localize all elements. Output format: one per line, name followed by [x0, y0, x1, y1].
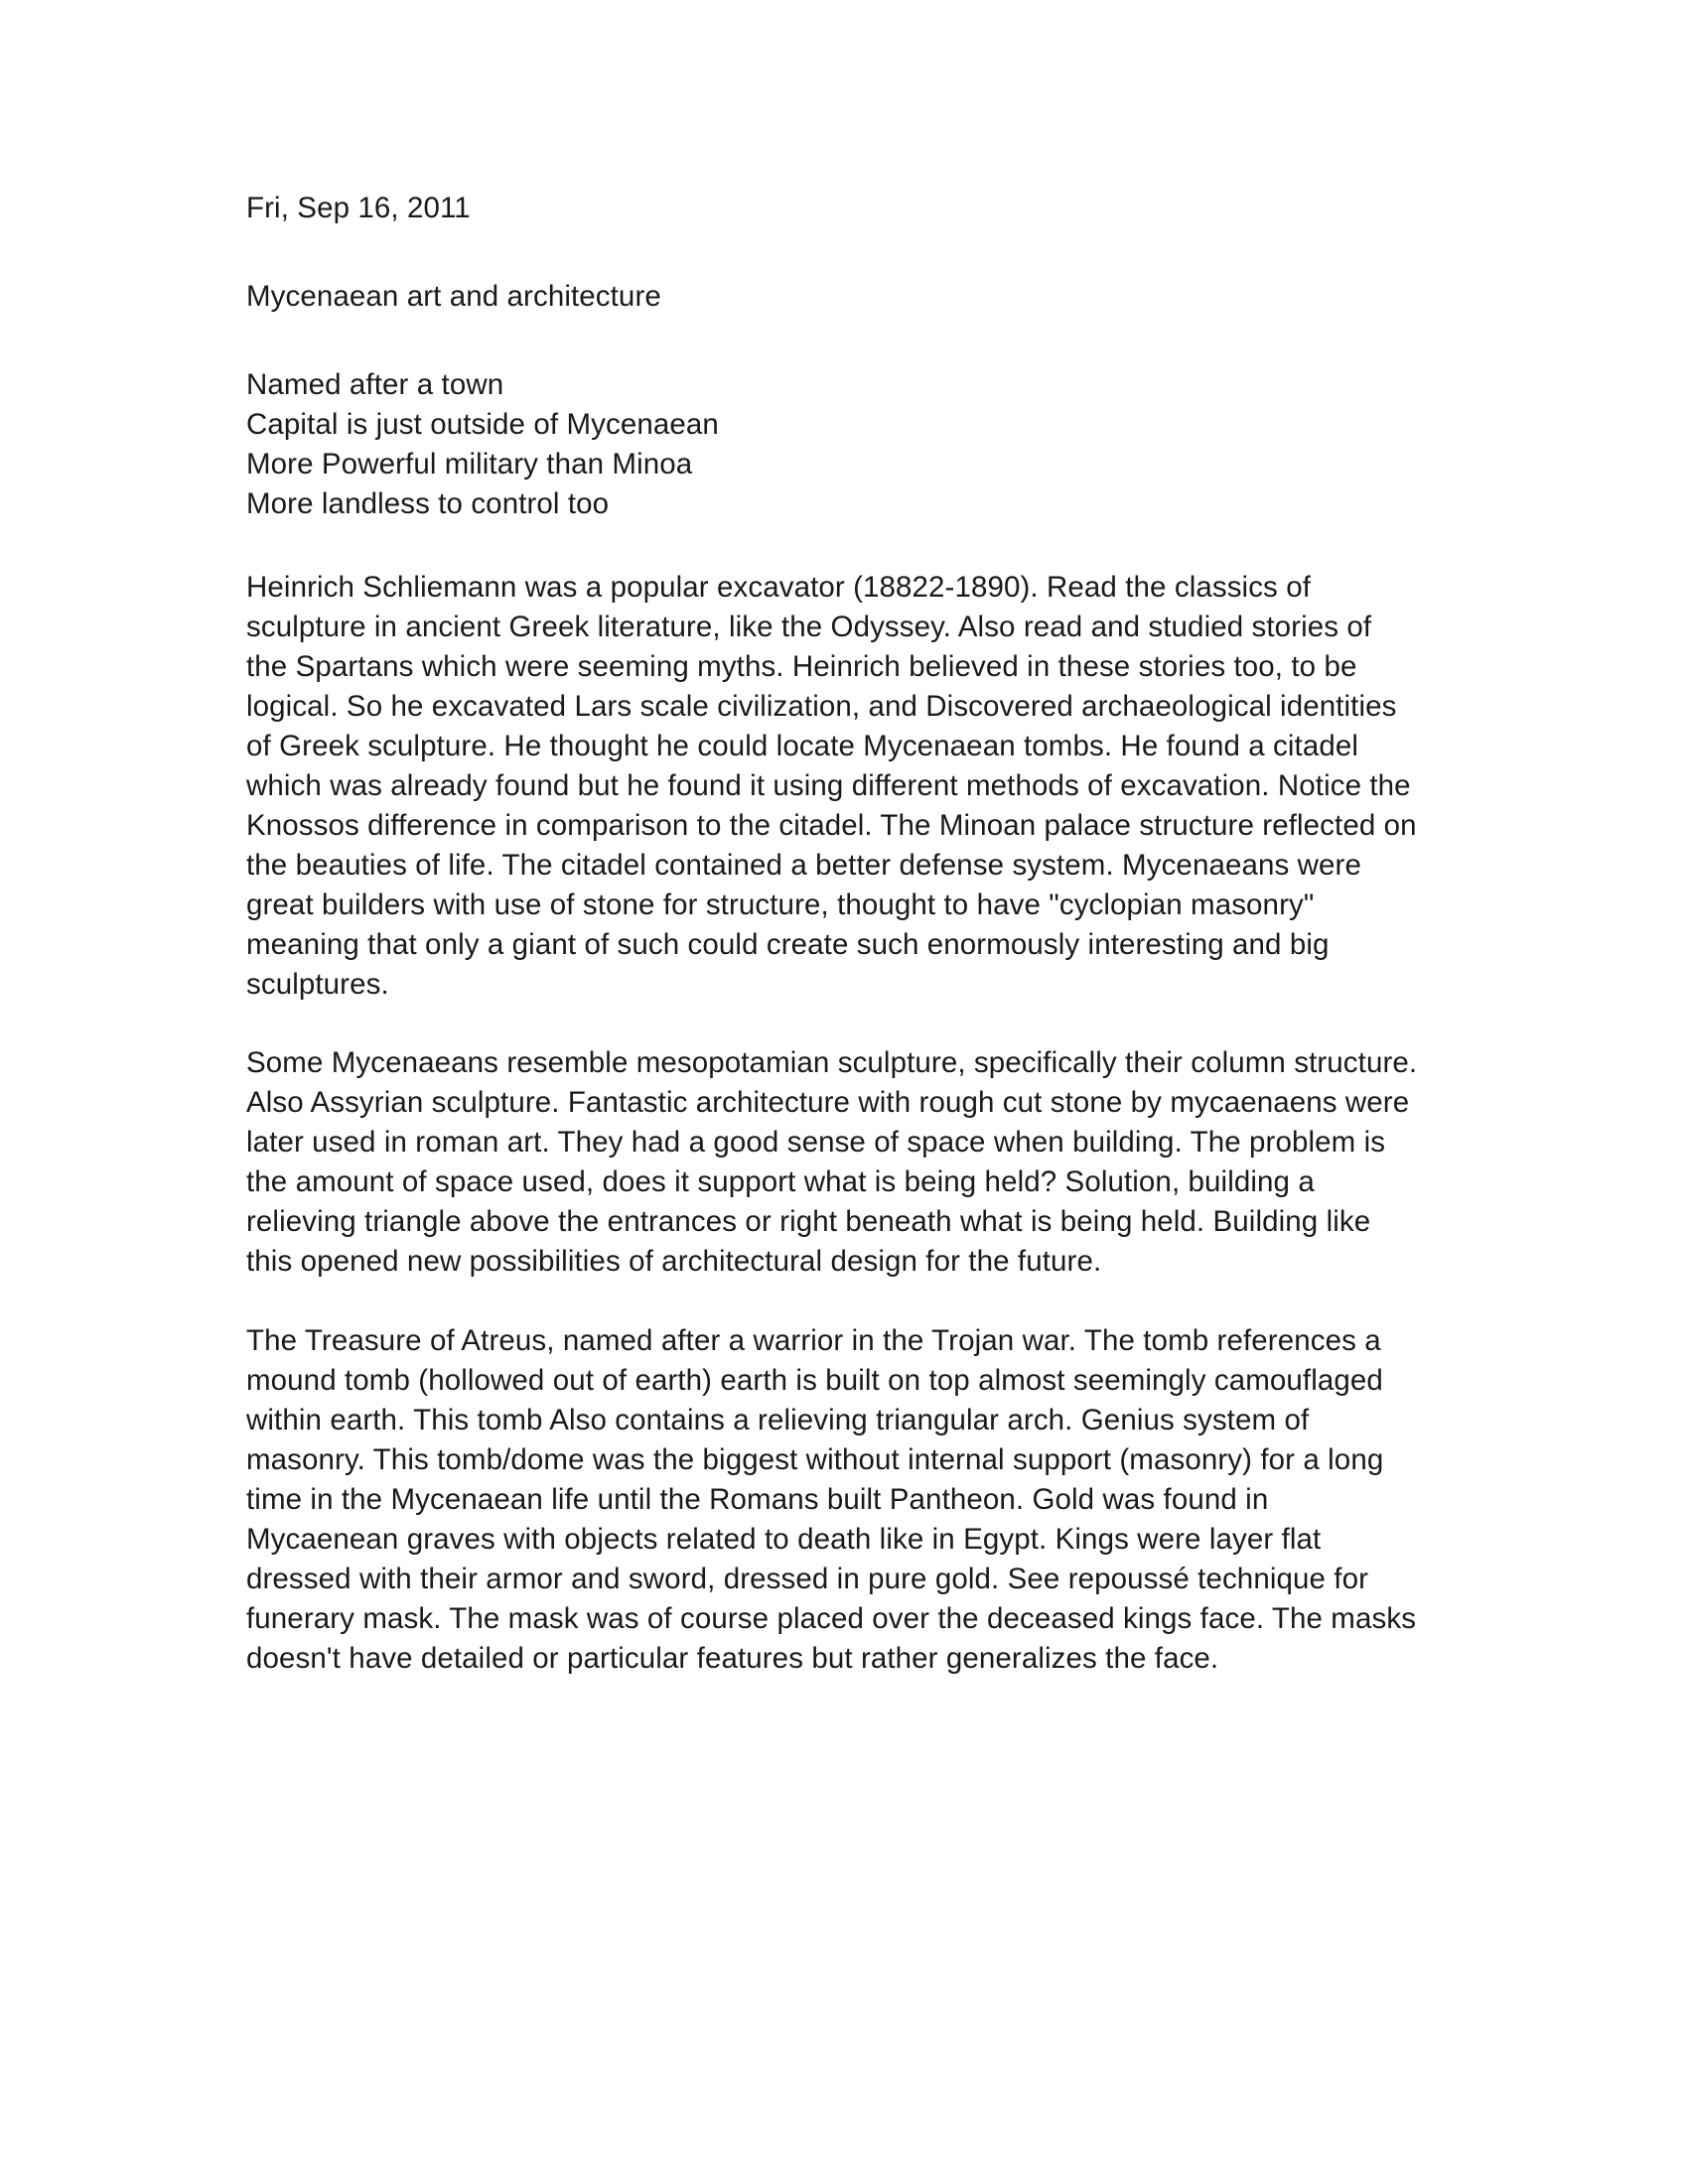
list-item: More landless to control too: [246, 486, 610, 520]
title-text: Mycenaean art and architecture: [246, 279, 661, 313]
list-item: More Powerful military than Minoa: [246, 447, 693, 480]
list-item: Named after a town: [246, 367, 504, 401]
paragraph-treasure-of-atreus: The Treasure of Atreus, named after a warrior in the Trojan war. The tomb references a mound tomb (hollowed out of earth) earth is built on top almost seemingly camouflaged within earth. This tomb Also contains a relieving triangular arch. Genius system of masonry. This tomb/dome was the biggest without internal support (masonry) for a long time in the Mycenaean life until the Romans built Pantheon. Gold was found in Mycaenean graves with objects related to death like in Egypt. Kings were layer flat dressed with their armor and sword, dressed in pure gold. See repoussé technique for funerary mask. The mask was of course placed over the deceased kings face. The masks doesn't have detailed or particular features but rather generalizes the face.: [246, 1324, 1417, 1676]
paragraph-mesopotamian: Some Mycenaeans resemble mesopotamian sculpture, specifically their column structure. Also Assyrian sculpture. Fantastic architecture with rough cut stone by mycaenaens were later used in roman art. They had a good sense of space when building. The problem is the amount of space used, does it support what is being held? Solution, building a relieving triangle above the entrances or right beneath what is being held. Building like this opened new possibilities of architectural design for the future.: [246, 1046, 1418, 1279]
notes-list: [246, 365, 1460, 524]
document-date: [246, 189, 1460, 228]
list-item: Capital is just outside of Mycenaean: [246, 407, 719, 441]
document-body: [246, 189, 1460, 1679]
paragraph-schliemann: Heinrich Schliemann was a popular excavator (18822-1890). Read the classics of sculpture in ancient Greek literature, like the Odyssey. Also read and studied stories of the Spartans which were seeming myths. Heinrich believed in these stories too, to be logical. So he excavated Lars scale civilization, and Discovered archaeological identities of Greek sculpture. He thought he could locate Mycenaean tombs. He found a citadel which was already found but he found it using different methods of excavation. Notice the Knossos difference in comparison to the citadel. The Minoan palace structure reflected on the beauties of life. The citadel contained a better defense system. Mycenaeans were great builders with use of stone for structure, thought to have "cyclopian masonry" meaning that only a giant of such could create such enormously interesting and big sculptures.: [246, 570, 1417, 1001]
date-text: Fri, Sep 16, 2011: [246, 192, 471, 224]
document-title: [246, 277, 1460, 317]
